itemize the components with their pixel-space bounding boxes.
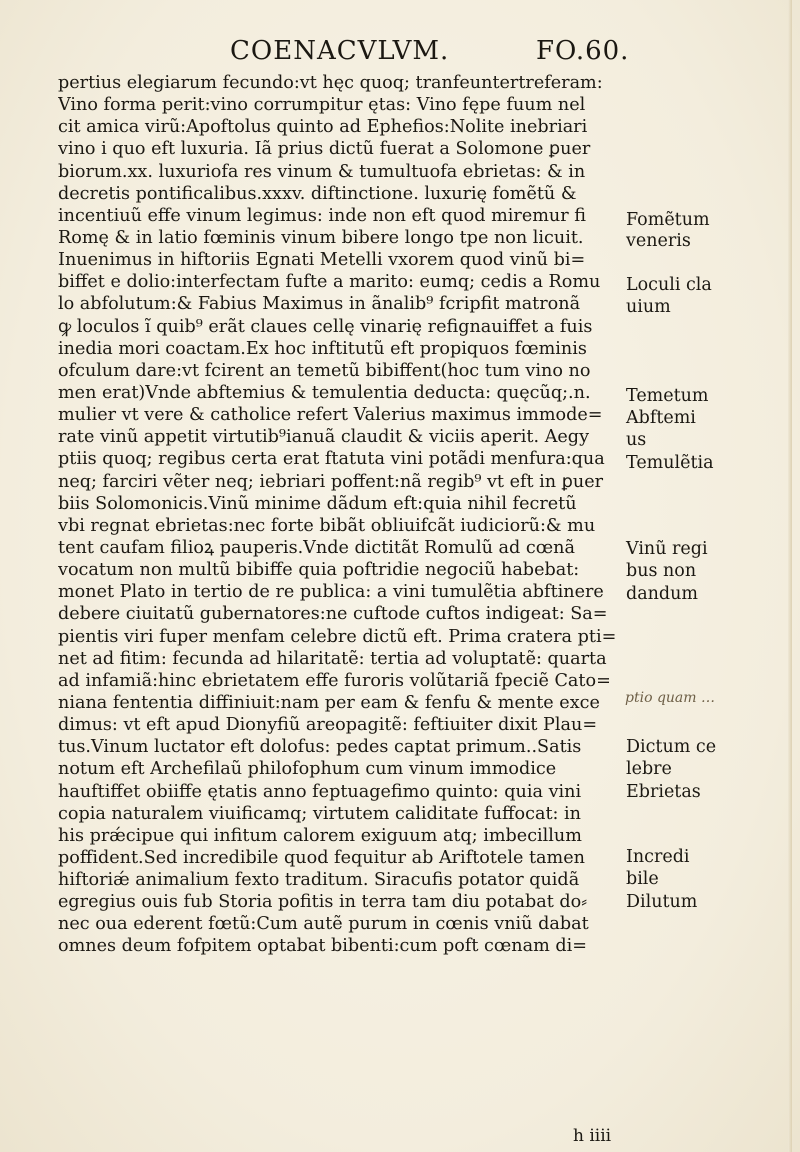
text-line: inedia mori coactam.Ex hoc inftitutũ eft propiquos fœminis bbox=[58, 338, 587, 359]
text-line: Inuenimus in hiftoriis Egnati Metelli vxorem quod vinũ bi= bbox=[58, 250, 586, 271]
text-line: neq; farciri vẽter neq; iebriari poffent:nã regib⁹ vt eft in ꝑuer bbox=[58, 471, 604, 492]
page-edge bbox=[788, 0, 792, 1152]
marginal-note: Ebrietas bbox=[626, 782, 701, 802]
text-line: rate vinũ appetit virtutib⁹ianuã claudit & viciis aperit. Aegy bbox=[58, 427, 590, 448]
text-line: ꝙ loculos ĩ quib⁹ erãt claues cellę vinarię refignauiffet a fuis bbox=[58, 316, 593, 337]
text-line: biffet e dolio:interfectam fufte a marito: eumq; cedis a Romu bbox=[58, 272, 601, 293]
text-line: vbi regnat ebrietas:nec forte bibãt obliuifcãt iudiciorũ:& mu bbox=[58, 515, 596, 536]
text-line: Romę & in latio fœminis vinum bibere longo tpe non licuit. bbox=[58, 227, 584, 248]
marginal-note: Dictum ce bbox=[626, 737, 717, 757]
text-line: biis Solomonicis.Vinũ minime dãdum eft:quia nihil fecretũ bbox=[58, 493, 577, 514]
text-line: mulier vt vere & catholice refert Valerius maximus immode= bbox=[58, 405, 603, 426]
text-line: tus.Vinum luctator eft dolofus: pedes captat primum..Satis bbox=[58, 737, 582, 758]
handwritten-annotation: ptio quam … bbox=[625, 690, 715, 706]
marginal-note: Temulẽtia bbox=[626, 453, 714, 473]
marginal-note: bus non bbox=[626, 561, 697, 581]
marginal-note: lebre bbox=[626, 759, 672, 779]
running-title: COENACVLVM. bbox=[230, 36, 450, 66]
text-line: hauftiffet obiiffe ętatis anno feptuagefimo quinto: quia vini bbox=[58, 781, 582, 802]
marginal-note: us bbox=[626, 430, 647, 450]
text-line: monet Plato in tertio de re publica: a vini tumulẽtia abftinere bbox=[58, 582, 604, 603]
marginal-note: Vinũ regi bbox=[626, 539, 708, 559]
marginal-note: bile bbox=[626, 869, 659, 889]
marginal-note: Dilutum bbox=[626, 892, 698, 912]
text-line: decretis pontificalibus.xxxv. diftinctione. luxurię fomẽtũ & bbox=[58, 183, 577, 204]
text-line: cit amica virũ:Apoftolus quinto ad Ephefios:Nolite inebriari bbox=[58, 117, 588, 138]
text-line: notum eft Archefilaũ philofophum cum vinum immodice bbox=[58, 759, 557, 780]
text-line: his prǽcipue qui infitum calorem exiguum atq; imbecillum bbox=[58, 825, 582, 846]
text-line: debere ciuitatũ gubernatores:ne cuftode cuftos indigeat: Sa= bbox=[58, 604, 608, 625]
text-line: pientis viri fuper menfam celebre dictũ eft. Prima cratera pti= bbox=[58, 626, 617, 647]
text-line: nec oua ederent fœtũ:Cum autẽ purum in cœnis vniũ dabat bbox=[58, 914, 589, 935]
text-line: lo abfolutum:& Fabius Maximus in ãnalib⁹ fcripfit matronã bbox=[58, 294, 581, 315]
text-line: omnes deum fofpitem optabat bibenti:cum poft cœnam di= bbox=[58, 936, 587, 957]
text-line: hiftoriǽ animalium fexto traditum. Siracufis potator quidã bbox=[58, 870, 580, 891]
text-line: ofculum dare:vt fcirent an temetũ bibiffent(hoc tum vino no bbox=[58, 360, 591, 381]
marginal-note: dandum bbox=[626, 584, 698, 604]
catchword: h iiii bbox=[573, 1126, 612, 1146]
text-line: biorum.xx. luxuriofa res vinum & tumultuofa ebrietas: & in bbox=[58, 161, 586, 182]
text-line: pertius elegiarum fecundo:vt hęc quoq; tranfeuntertreferam: bbox=[58, 73, 603, 93]
text-line: ptiis quoq; regibus certa erat ftatuta vini potãdi menfura:qua bbox=[58, 449, 605, 470]
text-line: copia naturalem viuificamq; virtutem caliditate fuffocat: in bbox=[58, 803, 582, 824]
folio-number: FO.60. bbox=[536, 36, 630, 66]
text-line: poffident.Sed incredibile quod fequitur ab Ariftotele tamen bbox=[58, 847, 585, 868]
text-line: niana fententia diffiniuit:nam per eam & fenfu & mente exce bbox=[58, 692, 600, 713]
text-line: net ad fitim: fecunda ad hilaritatẽ: tertia ad voluptatẽ: quarta bbox=[58, 648, 607, 669]
marginal-note: Abftemi bbox=[626, 408, 696, 428]
text-line: ad infamiã:hinc ebrietatem effe furoris volũtariã fpeciẽ Cato= bbox=[58, 670, 611, 691]
text-line: vocatum non multũ bibiffe quia poftridie negociũ habebat: bbox=[58, 560, 580, 581]
marginal-note: Fomẽtum bbox=[626, 210, 710, 230]
marginal-note: Loculi cla bbox=[626, 275, 712, 295]
text-line: egregius ouis fub Storia pofitis in terra tam diu potabat do⸗ bbox=[58, 892, 588, 913]
page-header bbox=[230, 36, 630, 76]
main-text-column bbox=[58, 72, 618, 958]
text-line: incentiuũ effe vinum legimus: inde non eft quod miremur fi bbox=[58, 205, 587, 226]
text-line: men erat)Vnde abftemius & temulentia deducta: quęcũq;.n. bbox=[58, 382, 591, 403]
text-line: vino i quo eft luxuria. Iã prius dictũ fuerat a Solomone ꝑuer bbox=[58, 139, 591, 160]
text-line: tent caufam filioꝝ pauperis.Vnde dictitãt Romulũ ad cœnã bbox=[58, 537, 575, 558]
text-line: dimus: vt eft apud Dionyfiũ areopagitẽ: feftiuiter dixit Plau= bbox=[58, 715, 598, 736]
marginal-note: Incredi bbox=[626, 847, 690, 867]
marginal-note: Temetum bbox=[626, 386, 709, 406]
marginal-note: uium bbox=[626, 297, 671, 317]
text-line: Vino forma perit:vino corrumpitur ętas: Vino fępe fuum nel bbox=[58, 95, 586, 116]
marginal-note: veneris bbox=[626, 231, 691, 251]
